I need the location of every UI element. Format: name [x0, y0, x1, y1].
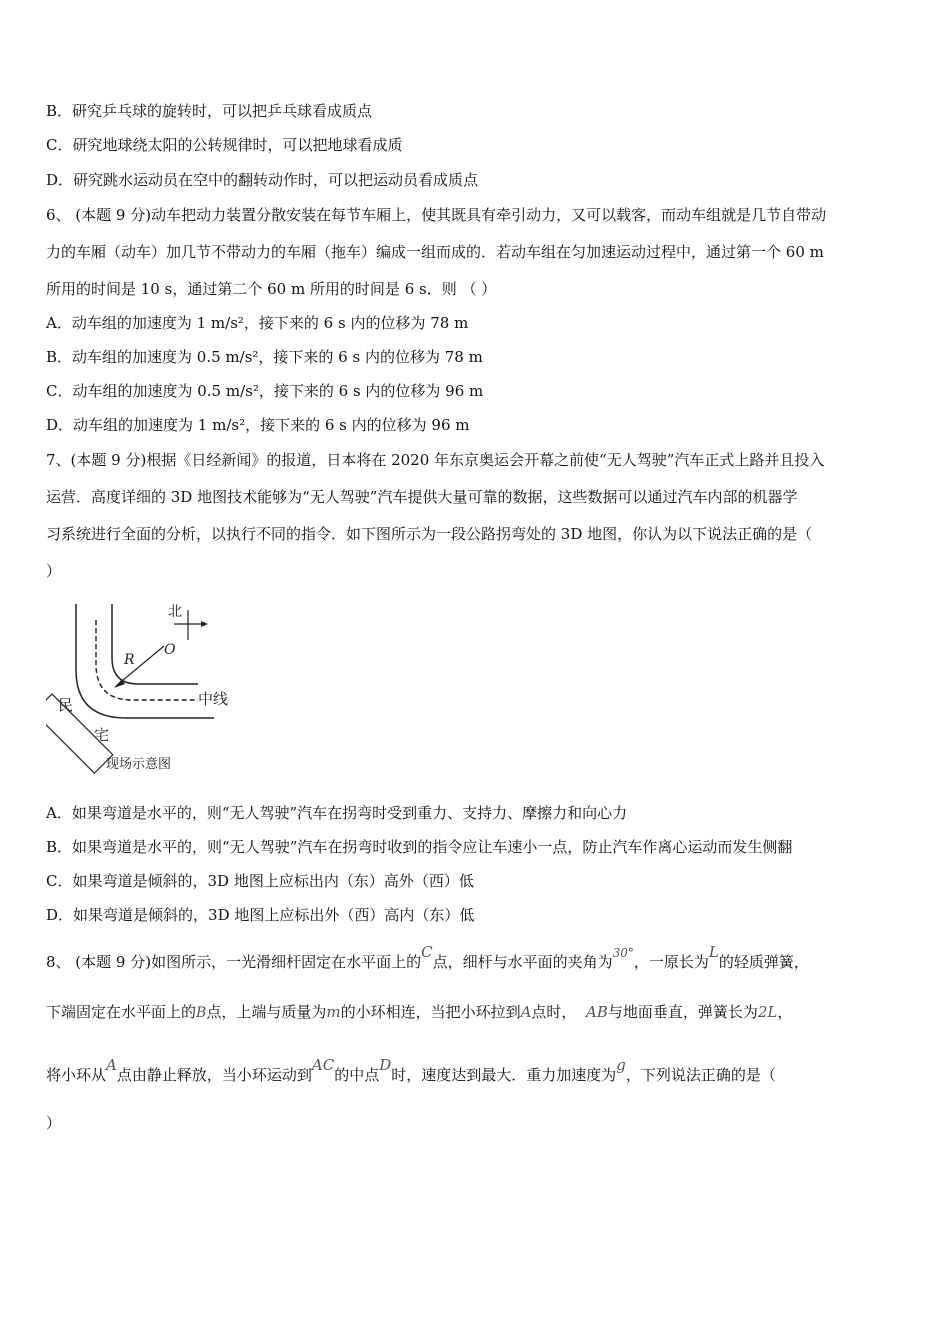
- q8-l3b: 点由静止释放，当小环运动到: [116, 1066, 312, 1084]
- option-d-prev: D．研究跳水运动员在空中的翻转动作时，可以把运动员看成质点: [46, 171, 479, 189]
- q8-line-1: [46, 943, 809, 973]
- house-label-1: 民: [58, 696, 74, 714]
- q8-l2d: 点时，: [531, 1003, 577, 1021]
- q8-l1d: 的轻质弹簧，: [718, 953, 809, 971]
- math-L: L: [708, 943, 719, 961]
- q8-l2e: 与地面垂直，弹簧长为: [607, 1003, 758, 1021]
- math-C: C: [421, 943, 433, 961]
- q8-l3e: ，下列说法正确的是（: [625, 1066, 776, 1084]
- q8-line-3: [46, 1056, 776, 1085]
- math-AB: AB: [585, 1003, 608, 1021]
- math-30deg: 30°: [612, 946, 634, 960]
- option-c-prev: C．研究地球绕太阳的公转规律时，可以把地球看成质: [46, 136, 403, 154]
- math-g: g: [616, 1056, 626, 1074]
- q7-option-b: B．如果弯道是水平的，则“无人驾驶”汽车在拐弯时收到的指令应让车速小一点，防止汽车作离心运动而发生侧翻: [46, 838, 793, 856]
- q6-option-a: A．动车组的加速度为 1 m/s²，接下来的 6 s 内的位移为 78 m: [46, 314, 469, 332]
- q8-l1b: 点，细杆与水平面的夹角为: [432, 953, 613, 971]
- q7-line-1: 7、(本题 9 分)根据《日经新闻》的报道，日本将在 2020 年东京奥运会开幕之前使“无人驾驶”汽车正式上路并且投入: [46, 451, 825, 469]
- q6-line-2: 力的车厢（动车）加几节不带动力的车厢（拖车）编成一组而成的．若动车组在匀加速运动过程中，通过第一个 60 m: [46, 243, 824, 261]
- center-o-label: O: [164, 642, 176, 658]
- q7-option-a: A．如果弯道是水平的，则“无人驾驶”汽车在拐弯时受到重力、支持力、摩擦力和向心力: [46, 804, 628, 822]
- centerline-label: 中线: [198, 690, 229, 708]
- q8-l1c: ，一原长为: [633, 953, 709, 971]
- q8-l2b: 点，上端与质量为: [206, 1003, 327, 1021]
- q7-option-c: C．如果弯道是倾斜的，3D 地图上应标出内（东）高外（西）低: [46, 872, 474, 890]
- q8-l3d: 时，速度达到最大．重力加速度为: [391, 1066, 617, 1084]
- math-A2: A: [106, 1056, 117, 1074]
- math-m: m: [326, 1003, 341, 1021]
- q6-line-1: 6、 (本题 9 分)动车把动力装置分散安装在每节车厢上，使其既具有牵引动力，又可以载客，而动车组就是几节自带动: [46, 206, 827, 224]
- q8-line-2: [46, 1002, 792, 1023]
- radius-r-label: R: [124, 652, 135, 668]
- math-D: D: [379, 1056, 392, 1074]
- q8-l2f: ，: [777, 1003, 793, 1021]
- q7-line-2: 运营．高度详细的 3D 地图技术能够为“无人驾驶”汽车提供大量可靠的数据，这些数据可以通过汽车内部的机器学: [46, 488, 798, 506]
- figure-caption: 现场示意图: [106, 757, 172, 772]
- q8-l3a: 将小环从: [46, 1066, 107, 1084]
- math-B: B: [196, 1005, 207, 1021]
- road-curve-diagram: [46, 598, 236, 776]
- math-A: A: [520, 1003, 532, 1021]
- q6-option-d: D．动车组的加速度为 1 m/s²，接下来的 6 s 内的位移为 96 m: [46, 416, 470, 434]
- q8-l1a: 8、 (本题 9 分)如图所示，一光滑细杆固定在水平面上的: [46, 953, 422, 971]
- q6-option-b: B．动车组的加速度为 0.5 m/s²，接下来的 6 s 内的位移为 78 m: [46, 348, 483, 366]
- math-AC: AC: [311, 1056, 335, 1074]
- q8-l2c: 的小环相连，当把小环拉到: [340, 1003, 521, 1021]
- north-label: 北: [168, 604, 182, 620]
- road-curve-figure: [46, 598, 236, 776]
- q7-line-4: ）: [46, 562, 62, 580]
- q8-line-4: ）: [46, 1114, 62, 1132]
- q6-line-3: 所用的时间是 10 s，通过第二个 60 m 所用的时间是 6 s．则 （ ）: [46, 280, 497, 298]
- q8-l2a: 下端固定在水平面上的: [46, 1003, 197, 1021]
- house-label-2: 宅: [94, 726, 110, 744]
- math-2L: 2L: [757, 1003, 778, 1021]
- q7-option-d: D．如果弯道是倾斜的，3D 地图上应标出外（西）高内（东）低: [46, 906, 475, 924]
- q8-l3c: 的中点: [334, 1066, 380, 1084]
- option-b-prev: B．研究乒乓球的旋转时，可以把乒乓球看成质点: [46, 102, 373, 120]
- q7-line-3: 习系统进行全面的分析，以执行不同的指令．如下图所示为一段公路拐弯处的 3D 地图，你认为以下说法正确的是（: [46, 525, 813, 543]
- q6-option-c: C．动车组的加速度为 0.5 m/s²，接下来的 6 s 内的位移为 96 m: [46, 382, 484, 400]
